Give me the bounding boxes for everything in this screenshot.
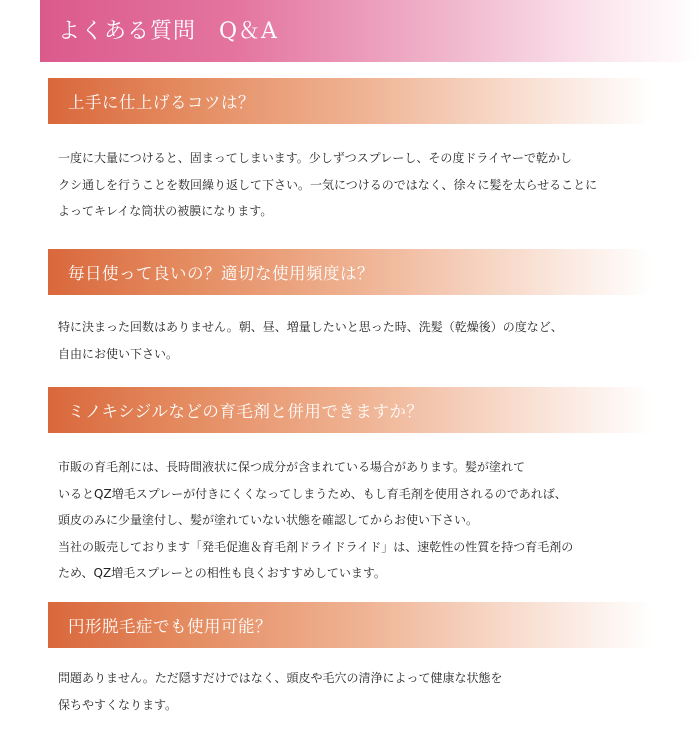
answer-text [58,314,658,367]
answer-text [58,145,658,225]
answer-line: 特に決まった回数はありません。朝、昼、増量したいと思った時、洗髪（乾燥後）の度など、 [58,320,563,334]
question-bar [48,387,652,433]
answer-line: 市販の育毛剤には、長時間液状に保つ成分が含まれている場合があります。髪が塗れて [58,460,526,474]
question-bar [48,602,652,648]
answer-line: 当社の販売しております「発毛促進＆育毛剤ドライドライド」は、速乾性の性質を持つ育毛剤の [58,539,574,554]
answer-line: クシ通しを行うことを数回繰り返して下さい。一気につけるのではなく、徐々に髪を太らせることに [58,177,598,192]
answer-text [58,665,658,718]
answer-line: 頭皮のみに少量塗付し、髪が塗れていない状態を確認してからお使い下さい。 [58,513,479,527]
question-text: ミノキシジルなどの育毛剤と併用できますか？ [68,402,424,421]
answer-line: ため、QZ増毛スプレーとの相性も良くおすすめしています。 [58,566,386,580]
page-header [40,0,700,62]
page-title: よくある質問 Q＆A [58,19,278,44]
answer-line: いるとQZ増毛スプレーが付きにくくなってしまうため、もし育毛剤を使用されるのであれば、 [58,486,567,501]
answer-line: 自由にお使い下さい。 [58,346,179,361]
question-text: 毎日使って良いの？適切な使用頻度は？ [68,264,374,283]
answer-line: 一度に大量につけると、固まってしまいます。少しずつスプレーし、その度ドライヤーで乾かし [58,151,572,165]
answer-line: 問題ありません。ただ隠すだけではなく、頭皮や毛穴の清浄によって健康な状態を [58,671,503,685]
question-text: 上手に仕上げるコツは？ [68,93,255,112]
answer-line: 保ちやすくなります。 [58,697,178,712]
question-text: 円形脱毛症でも使用可能？ [68,617,272,636]
question-bar [48,78,652,124]
answer-line: よってキレイな筒状の被膜になります。 [58,204,273,218]
question-bar [48,249,652,295]
answer-text [58,454,658,587]
